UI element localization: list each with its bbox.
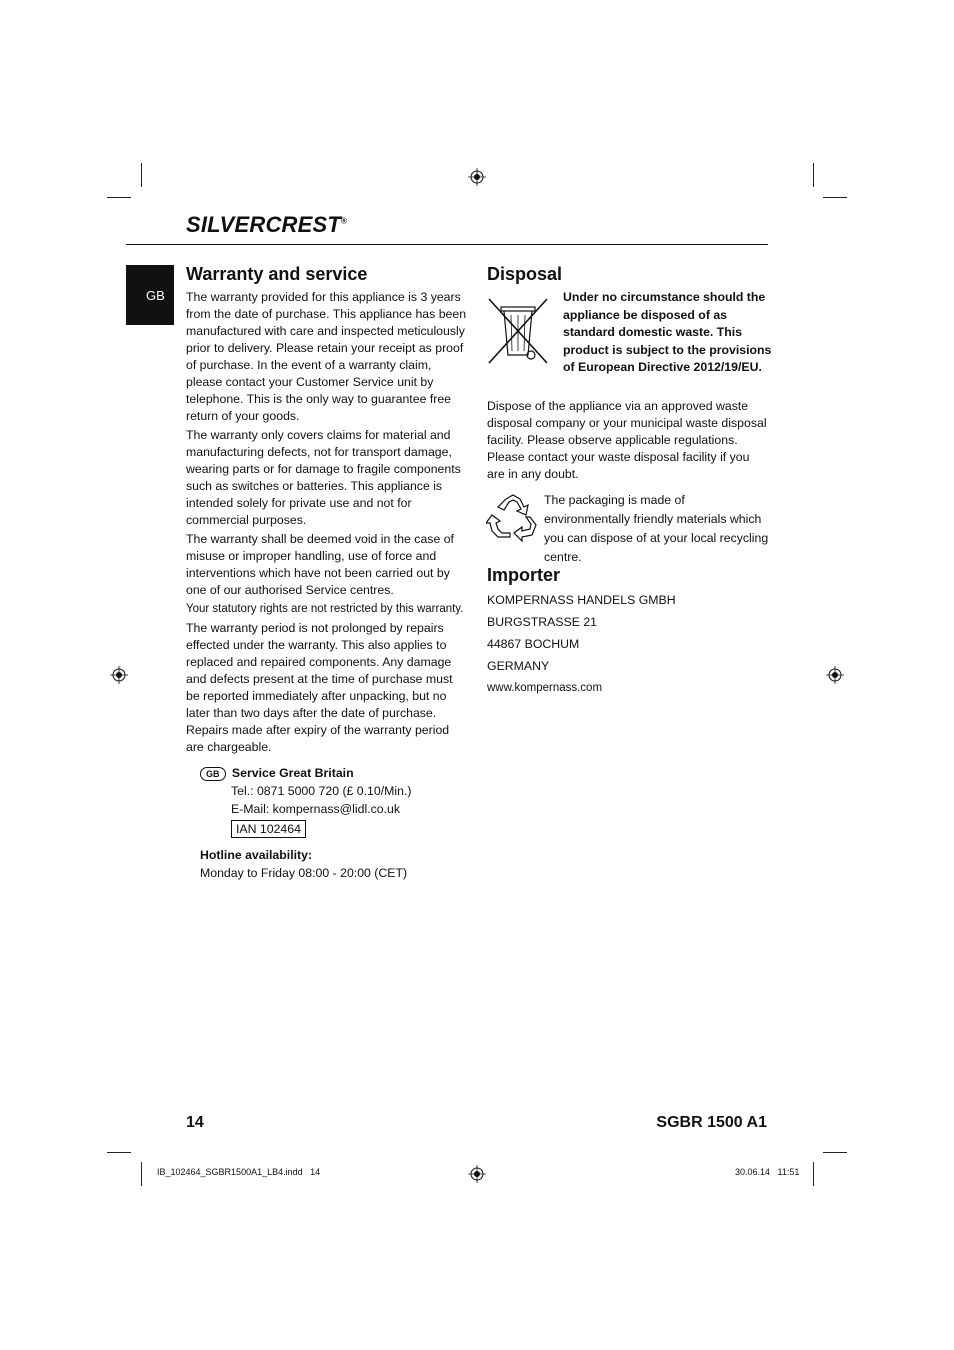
crop-mark: [141, 163, 142, 187]
warranty-paragraph: The warranty shall be deemed void in the case of misuse or improper handling, use of force and interventions which have not been carried out by one of our authorised Service centres.: [186, 532, 454, 597]
service-title: Service Great Britain: [231, 766, 354, 780]
registration-mark-icon: [468, 168, 486, 186]
disposal-heading: Disposal: [487, 264, 563, 284]
page-number: 14: [186, 1114, 204, 1131]
disposal-text: Dispose of the appliance via an approved waste disposal company or your municipal waste disposal facility. Please observe applicable regulations. Please contact your waste disposal facility if you are in any doubt.: [487, 399, 767, 481]
recycling-icon: [486, 493, 540, 543]
importer-line: KOMPERNASS HANDELS GMBH: [487, 593, 676, 607]
importer-line: 44867 BOCHUM: [487, 637, 580, 651]
crop-mark: [107, 1152, 131, 1153]
crop-mark: [813, 1162, 814, 1186]
hotline-title: Hotline availability:: [200, 848, 313, 862]
brand-logo-text: SILVERCREST: [186, 212, 342, 237]
registered-mark: ®: [341, 216, 348, 226]
importer-heading: Importer: [487, 565, 561, 585]
language-tab: [126, 265, 174, 325]
warranty-heading: Warranty and service: [186, 264, 368, 284]
warranty-paragraph: Your statutory rights are not restricted by this warranty.: [186, 603, 464, 615]
warranty-paragraph: The warranty provided for this appliance is 3 years from the date of purchase. This appliance has been manufactured with care and inspected meticulously prior to delivery. Please retain your receipt as proof of purchase. In the event of a warranty claim, please contact your Customer Service unit by telephone. This is the only way to guarantee free return of your goods.: [186, 290, 467, 423]
crossed-out-wheelie-bin-icon: [487, 297, 549, 365]
warranty-paragraph: The warranty period is not prolonged by repairs effected under the warranty. This also applies to replaced and repaired components. Any damage and defects present at the time of purchase must be reported immediately after unpacking, but no later than two days after the date of purchase. Repairs made after expiry of the warranty period are chargeable.: [186, 621, 453, 754]
brand-logo: [186, 212, 347, 238]
registration-mark-icon: [110, 666, 128, 684]
crop-mark: [107, 197, 131, 198]
importer-address: [487, 589, 676, 699]
crop-mark: [813, 163, 814, 187]
disposal-warning: Under no circumstance should the appliance be disposed of as standard domestic waste. This product is subject to the provisions of European Directive 2012/19/EU.: [563, 290, 772, 374]
warranty-paragraph: The warranty only covers claims for material and manufacturing defects, not for transport damage, wearing parts or for damage to fragile components such as switches or batteries. This appliance is intended solely for private use and not for commercial purposes.: [186, 428, 461, 527]
crop-mark: [823, 197, 847, 198]
packaging-text: The packaging is made of environmentally friendly materials which you can dispose of at your local recycling centre.: [544, 493, 769, 564]
warranty-body: [186, 289, 469, 758]
service-email: E-Mail: kompernass@lidl.co.uk: [231, 802, 400, 816]
registration-mark-icon: [826, 666, 844, 684]
model-number: SGBR 1500 A1: [656, 1114, 767, 1131]
language-tab-label: GB: [146, 288, 165, 303]
header-rule: [126, 244, 768, 245]
country-badge: GB: [200, 767, 226, 781]
registration-mark-icon: [468, 1165, 486, 1183]
importer-line: BURGSTRASSE 21: [487, 615, 598, 629]
print-slug-date: 30.06.14 11:51: [735, 1167, 800, 1177]
crop-mark: [823, 1152, 847, 1153]
importer-line: GERMANY: [487, 659, 550, 673]
crop-mark: [141, 1162, 142, 1186]
hotline-hours: Monday to Friday 08:00 - 20:00 (CET): [200, 866, 408, 880]
print-slug-file: IB_102464_SGBR1500A1_LB4.indd 14: [157, 1167, 321, 1177]
ian-box: IAN 102464: [231, 820, 306, 838]
service-tel: Tel.: 0871 5000 720 (£ 0.10/Min.): [231, 784, 412, 798]
service-block: [200, 764, 470, 838]
hotline-block: [200, 846, 407, 882]
importer-website[interactable]: www.kompernass.com: [487, 682, 603, 694]
